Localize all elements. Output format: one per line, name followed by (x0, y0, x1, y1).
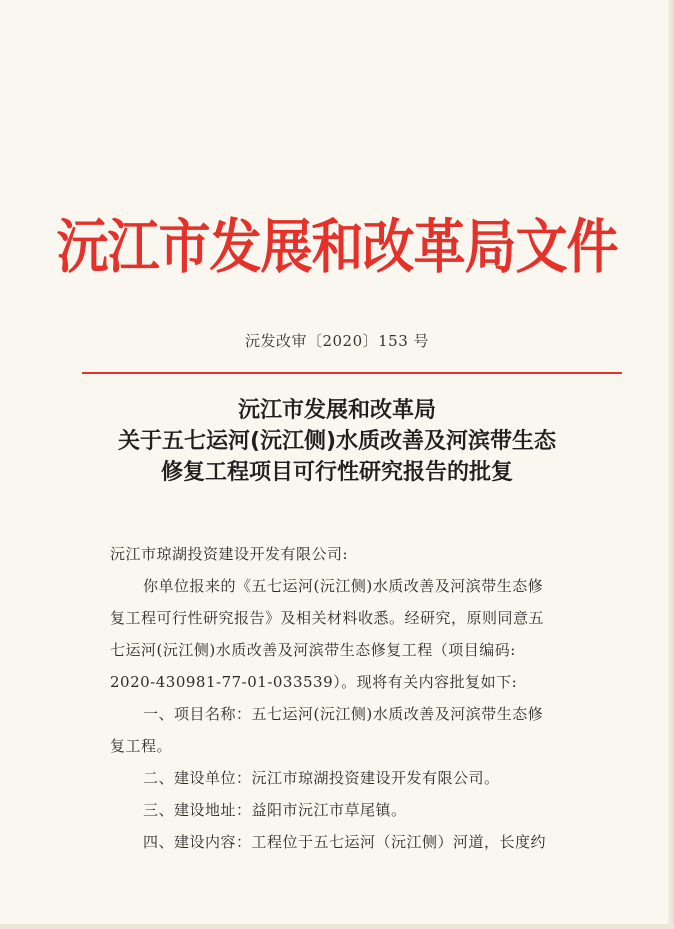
salutation: 沅江市琼湖投资建设开发有限公司: (110, 545, 349, 563)
red-separator-line (82, 372, 622, 374)
page-bottom-edge (0, 924, 674, 929)
document-body (110, 538, 620, 858)
item-3: 三、建设地址：益阳市沅江市草尾镇。 (143, 801, 407, 819)
paragraph-1-line-3: 七运河(沅江侧)水质改善及河滨带生态修复工程（项目编码: (110, 641, 516, 659)
item-2: 二、建设单位：沅江市琼湖投资建设开发有限公司。 (143, 769, 500, 787)
paragraph-1-line-4: 2020-430981-77-01-033539）。现将有关内容批复如下: (110, 673, 518, 691)
paragraph-1-line-2: 复工程可行性研究报告》及相关材料收悉。经研究，原则同意五 (110, 609, 545, 627)
document-title (0, 395, 674, 488)
title-line-3: 修复工程项目可行性研究报告的批复 (160, 460, 513, 485)
red-header-title: 沅江市发展和改革局文件 (56, 213, 618, 282)
item-1-line-1: 一、项目名称：五七运河(沅江侧)水质改善及河滨带生态修 (143, 705, 544, 723)
item-1-line-2: 复工程。 (110, 737, 173, 755)
title-line-2: 关于五七运河(沅江侧)水质改善及河滨带生态 (117, 429, 557, 454)
paragraph-1-line-1: 你单位报来的《五七运河(沅江侧)水质改善及河滨带生态修 (143, 577, 544, 595)
item-4: 四、建设内容：工程位于五七运河（沅江侧）河道，长度约 (143, 833, 547, 851)
title-line-1: 沅江市发展和改革局 (237, 398, 436, 423)
document-number: 沅发改审〔2020〕153 号 (244, 332, 430, 350)
